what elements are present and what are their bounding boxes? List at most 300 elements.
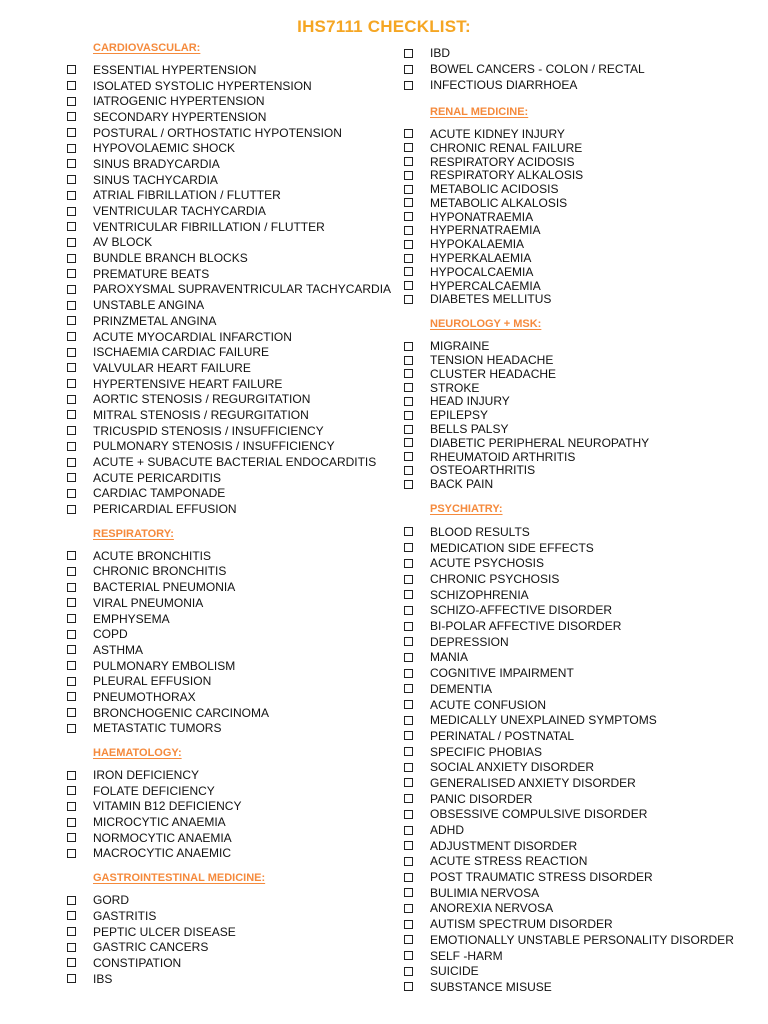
checklist-item [66, 329, 396, 345]
checklist-item-label: GASTRITIS [93, 908, 157, 923]
checklist-item-label: MITRAL STENOSIS / REGURGITATION [93, 407, 309, 422]
checklist-item-label: GENERALISED ANXIETY DISORDER [430, 775, 636, 790]
checklist-item-label: BACTERIAL PNEUMONIA [93, 580, 236, 595]
checklist-item-label: EMOTIONALLY UNSTABLE PERSONALITY DISORDER [430, 932, 734, 947]
checklist-item-label: ANOREXIA NERVOSA [430, 901, 554, 916]
checkbox-icon[interactable] [404, 49, 413, 58]
checklist-item [403, 665, 763, 681]
checklist-item-label: VIRAL PNEUMONIA [93, 595, 204, 610]
checkbox-icon[interactable] [67, 81, 76, 90]
checklist-item-label: SUICIDE [430, 964, 479, 979]
page-title: IHS7111 CHECKLIST: [297, 17, 471, 36]
checkbox-icon[interactable] [67, 505, 76, 514]
checkbox-icon[interactable] [404, 920, 413, 929]
checklist-item-label: EMPHYSEMA [93, 611, 170, 626]
checklist-item-label: PULMONARY STENOSIS / INSUFFICIENCY [93, 439, 335, 454]
checklist-item-label: OBSESSIVE COMPULSIVE DISORDER [430, 807, 648, 822]
checkbox-icon[interactable] [67, 222, 76, 231]
checkbox-icon[interactable] [67, 175, 76, 184]
checkbox-icon[interactable] [404, 295, 413, 304]
checkbox-icon[interactable] [404, 157, 413, 166]
checklist-item-label: EPILEPSY [430, 408, 489, 423]
checkbox-icon[interactable] [67, 958, 76, 967]
checkbox-icon[interactable] [404, 794, 413, 803]
checklist-item-label: PNEUMOTHORAX [93, 689, 196, 704]
checklist-item [403, 571, 763, 587]
checklist-item-label: PAROXYSMAL SUPRAVENTRICULAR TACHYCARDIA [93, 282, 392, 297]
checkbox-icon[interactable] [67, 724, 76, 733]
checkbox-icon[interactable] [67, 833, 76, 842]
checklist-item [403, 127, 763, 141]
checklist-item-label: ASTHMA [93, 642, 144, 657]
checkbox-icon[interactable] [404, 425, 413, 434]
checklist-item [66, 595, 396, 611]
checkbox-icon[interactable] [404, 810, 413, 819]
checklist-item [66, 470, 396, 486]
checklist-item-label: CHRONIC PSYCHOSIS [430, 572, 560, 587]
checklist-item-label: MICROCYTIC ANAEMIA [93, 815, 226, 830]
checkbox-icon[interactable] [404, 226, 413, 235]
checkbox-icon[interactable] [404, 466, 413, 475]
checkbox-icon[interactable] [67, 159, 76, 168]
checklist-item [66, 439, 396, 455]
checklist-item [66, 908, 396, 924]
checkbox-icon[interactable] [67, 348, 76, 357]
checkbox-icon[interactable] [67, 207, 76, 216]
checkbox-icon[interactable] [67, 661, 76, 670]
checkbox-icon[interactable] [67, 112, 76, 121]
checklist-item [403, 854, 763, 870]
checklist-item [66, 282, 396, 298]
checkbox-icon[interactable] [67, 332, 76, 341]
checkbox-icon[interactable] [404, 669, 413, 678]
checklist-item-label: DEPRESSION [430, 634, 509, 649]
checklist-item [403, 251, 763, 265]
checklist-item [403, 265, 763, 279]
checklist-item [66, 924, 396, 940]
checklist-item-label: ADHD [430, 823, 465, 838]
checklist-item [403, 775, 763, 791]
checkbox-icon[interactable] [67, 786, 76, 795]
checklist-item [66, 172, 396, 188]
section-heading: RENAL MEDICINE: [430, 106, 529, 118]
checklist-item-label: BOWEL CANCERS - COLON / RECTAL [430, 62, 645, 76]
checkbox-icon[interactable] [404, 342, 413, 351]
checklist-item-label: SCHIZO-AFFECTIVE DISORDER [430, 603, 613, 618]
checkbox-icon[interactable] [67, 771, 76, 780]
checklist-item [403, 477, 763, 491]
checklist-item-label: HYPERTENSIVE HEART FAILURE [93, 376, 283, 391]
checklist-item [66, 125, 396, 141]
checklist-item [403, 697, 763, 713]
checklist-item [403, 822, 763, 838]
checkbox-icon[interactable] [404, 637, 413, 646]
checkbox-icon[interactable] [404, 841, 413, 850]
checklist-item [403, 650, 763, 666]
checklist-item [403, 901, 763, 917]
checkbox-icon[interactable] [67, 473, 76, 482]
checkbox-icon[interactable] [404, 888, 413, 897]
checklist-item-label: HYPOVOLAEMIC SHOCK [93, 141, 236, 156]
section-renal-medicine [403, 104, 763, 306]
checkbox-icon[interactable] [404, 716, 413, 725]
checkbox-icon[interactable] [404, 171, 413, 180]
checklist-item-label: HYPERKALAEMIA [430, 251, 532, 266]
checklist-item-label: VENTRICULAR TACHYCARDIA [93, 204, 266, 219]
checklist-item-label: ATRIAL FIBRILLATION / FLUTTER [93, 188, 281, 203]
checklist-item-label: MEDICALLY UNEXPLAINED SYMPTOMS [430, 713, 657, 728]
checklist-item-label: BUNDLE BRANCH BLOCKS [93, 251, 248, 266]
checklist-item [66, 705, 396, 721]
checklist-item [403, 464, 763, 478]
checkbox-icon[interactable] [67, 911, 76, 920]
checkbox-icon[interactable] [404, 826, 413, 835]
checklist-item-label: DEMENTIA [430, 681, 493, 696]
checklist-item [403, 963, 763, 979]
checklist-item [66, 814, 396, 830]
checkbox-icon[interactable] [67, 489, 76, 498]
checklist-item-label: SCHIZOPHRENIA [430, 587, 529, 602]
checkbox-icon[interactable] [67, 630, 76, 639]
checklist-item [403, 196, 763, 210]
checklist-item-label: ADJUSTMENT DISORDER [430, 838, 578, 853]
checkbox-icon[interactable] [404, 397, 413, 406]
checklist-item [403, 224, 763, 238]
checkbox-icon[interactable] [67, 144, 76, 153]
checkbox-icon[interactable] [404, 198, 413, 207]
checklist-item [403, 712, 763, 728]
checklist-item [403, 634, 763, 650]
checklist-item-label: ISCHAEMIA CARDIAC FAILURE [93, 345, 270, 360]
checklist-item [66, 971, 396, 987]
checklist-item-label: CLUSTER HEADACHE [430, 366, 557, 381]
checkbox-icon[interactable] [67, 410, 76, 419]
checklist-item [403, 381, 763, 395]
checklist-item [403, 869, 763, 885]
checklist-item-label: ACUTE PERICARDITIS [93, 470, 222, 485]
checklist-item [66, 266, 396, 282]
checklist-item [66, 626, 396, 642]
checkbox-icon[interactable] [404, 369, 413, 378]
checklist-item [403, 916, 763, 932]
checklist-item [403, 587, 763, 603]
checkbox-icon[interactable] [404, 857, 413, 866]
checklist-item-label: SINUS BRADYCARDIA [93, 156, 220, 171]
checklist-item [66, 892, 396, 908]
checkbox-icon[interactable] [404, 731, 413, 740]
checklist-item-label: IBD [430, 46, 451, 60]
checklist-item [403, 61, 763, 77]
checklist-item [403, 744, 763, 760]
checklist-item [403, 791, 763, 807]
checklist-item-label: CHRONIC BRONCHITIS [93, 564, 227, 579]
checklist-item-label: SUBSTANCE MISUSE [430, 979, 552, 994]
checkbox-icon[interactable] [404, 967, 413, 976]
checklist [66, 767, 396, 861]
checklist-item-label: COPD [93, 627, 128, 642]
section-heading: GASTROINTESTINAL MEDICINE: [93, 872, 266, 885]
checklist [403, 339, 763, 491]
checkbox-icon[interactable] [404, 559, 413, 568]
checklist-item [66, 486, 396, 502]
checklist-item [66, 235, 396, 251]
checklist-item [403, 155, 763, 169]
checklist-item [403, 293, 763, 307]
checklist-item-label: METABOLIC ALKALOSIS [430, 195, 568, 210]
checklist-item [66, 454, 396, 470]
checklist-item-label: SOCIAL ANXIETY DISORDER [430, 760, 595, 775]
checklist-item [403, 353, 763, 367]
checkbox-icon[interactable] [404, 356, 413, 365]
checklist-item [403, 210, 763, 224]
checkbox-icon[interactable] [404, 129, 413, 138]
checklist-item-label: METASTATIC TUMORS [93, 721, 222, 736]
checkbox-icon[interactable] [404, 606, 413, 615]
checklist-item-label: PANIC DISORDER [430, 791, 533, 806]
checkbox-icon[interactable] [404, 143, 413, 152]
checklist-item-label: ISOLATED SYSTOLIC HYPERTENSION [93, 78, 312, 93]
section-cardiovascular [66, 40, 396, 517]
section-heading: CARDIOVASCULAR: [93, 42, 201, 54]
checklist-item-label: MIGRAINE [430, 339, 490, 354]
checkbox-icon[interactable] [404, 622, 413, 631]
checklist [66, 548, 396, 736]
checkbox-icon[interactable] [67, 974, 76, 983]
checklist-item-label: MANIA [430, 650, 469, 665]
checkbox-icon[interactable] [404, 65, 413, 74]
checklist-item [66, 501, 396, 517]
checklist-item-label: BRONCHOGENIC CARCINOMA [93, 705, 270, 720]
checkbox-icon[interactable] [404, 935, 413, 944]
checkbox-icon[interactable] [67, 708, 76, 717]
checklist-item [66, 313, 396, 329]
checkbox-icon[interactable] [67, 818, 76, 827]
checkbox-icon[interactable] [404, 684, 413, 693]
checklist [66, 892, 396, 986]
checkbox-icon[interactable] [404, 452, 413, 461]
checkbox-icon[interactable] [67, 363, 76, 372]
checkbox-icon[interactable] [67, 97, 76, 106]
checkbox-icon[interactable] [404, 653, 413, 662]
checklist-item [66, 548, 396, 564]
checklist-item [66, 830, 396, 846]
checklist-item-label: STROKE [430, 380, 480, 395]
checkbox-icon[interactable] [404, 575, 413, 584]
checklist-item [403, 807, 763, 823]
checkbox-icon[interactable] [404, 185, 413, 194]
checklist-item [66, 846, 396, 862]
checkbox-icon[interactable] [404, 254, 413, 263]
checkbox-icon[interactable] [404, 700, 413, 709]
checkbox-icon[interactable] [404, 383, 413, 392]
checkbox-icon[interactable] [404, 438, 413, 447]
checklist-item [66, 642, 396, 658]
checklist-item [403, 759, 763, 775]
checklist-item-label: RHEUMATOID ARTHRITIS [430, 449, 576, 464]
checklist-item [66, 344, 396, 360]
checklist-item [66, 611, 396, 627]
checklist-item [403, 885, 763, 901]
checklist-item [66, 297, 396, 313]
checklist-item-label: PREMATURE BEATS [93, 266, 210, 281]
checkbox-icon[interactable] [67, 849, 76, 858]
checklist-item [403, 838, 763, 854]
checkbox-icon[interactable] [67, 269, 76, 278]
checklist-item-label: ACUTE MYOCARDIAL INFARCTION [93, 329, 292, 344]
checklist-item [66, 93, 396, 109]
checklist [66, 62, 396, 517]
checklist-item [403, 279, 763, 293]
checkbox-icon[interactable] [404, 480, 413, 489]
checklist-item [66, 203, 396, 219]
checklist-item-label: IBS [93, 971, 113, 986]
checklist-item [403, 367, 763, 381]
checklist-item [66, 188, 396, 204]
checklist-item-label: CARDIAC TAMPONADE [93, 486, 226, 501]
checkbox-icon[interactable] [404, 982, 413, 991]
checklist-item-label: TENSION HEADACHE [430, 353, 554, 368]
checkbox-icon[interactable] [67, 191, 76, 200]
checkbox-icon[interactable] [67, 395, 76, 404]
checklist-item [66, 689, 396, 705]
checkbox-icon[interactable] [404, 411, 413, 420]
checkbox-icon[interactable] [67, 645, 76, 654]
checklist-item-label: METABOLIC ACIDOSIS [430, 182, 559, 197]
checkbox-icon[interactable] [67, 238, 76, 247]
checkbox-icon[interactable] [404, 747, 413, 756]
checklist-item-label: AV BLOCK [93, 235, 153, 250]
checkbox-icon[interactable] [67, 442, 76, 451]
checkbox-icon[interactable] [404, 281, 413, 290]
checkbox-icon[interactable] [67, 316, 76, 325]
checklist-item-label: BULIMIA NERVOSA [430, 885, 540, 900]
checkbox-icon[interactable] [404, 267, 413, 276]
checklist-item [66, 579, 396, 595]
checklist-item [403, 77, 763, 93]
checkbox-icon[interactable] [404, 763, 413, 772]
checklist-item [403, 681, 763, 697]
checkbox-icon[interactable] [67, 802, 76, 811]
section-gastrointestinal-medicine [66, 870, 396, 986]
checkbox-icon[interactable] [67, 379, 76, 388]
checklist-item [66, 939, 396, 955]
section-haematology [66, 745, 396, 861]
checklist-item-label: BELLS PALSY [430, 422, 509, 437]
checklist-item [403, 408, 763, 422]
checklist-item-label: FOLATE DEFICIENCY [93, 783, 215, 798]
checkbox-icon[interactable] [67, 128, 76, 137]
checklist-item-label: DIABETES MELLITUS [430, 292, 552, 307]
checkbox-icon[interactable] [404, 590, 413, 599]
checkbox-icon[interactable] [67, 583, 76, 592]
checklist-item-label: PULMONARY EMBOLISM [93, 658, 236, 673]
checklist-item [403, 540, 763, 556]
checklist-item-label: ACUTE BRONCHITIS [93, 548, 212, 563]
checklist-item-label: BACK PAIN [430, 477, 494, 492]
checklist-item [66, 62, 396, 78]
checklist-item [403, 237, 763, 251]
checkbox-icon[interactable] [67, 551, 76, 560]
right-column [403, 45, 763, 995]
checkbox-icon[interactable] [67, 692, 76, 701]
checklist-item [66, 721, 396, 737]
checklist-item [403, 979, 763, 995]
checklist-item [403, 556, 763, 572]
checklist-item-label: PRINZMETAL ANGINA [93, 313, 217, 328]
checkbox-icon[interactable] [404, 951, 413, 960]
checklist-item-label: RESPIRATORY ACIDOSIS [430, 154, 575, 169]
checklist-item [66, 140, 396, 156]
checklist-item-label: PEPTIC ULCER DISEASE [93, 924, 236, 939]
checklist-item [66, 799, 396, 815]
checklist-item-label: PERINATAL / POSTNATAL [430, 728, 575, 743]
checklist-item-label: ACUTE KIDNEY INJURY [430, 126, 565, 141]
checkbox-icon[interactable] [67, 927, 76, 936]
checkbox-icon[interactable] [67, 598, 76, 607]
checkbox-icon[interactable] [67, 285, 76, 294]
checkbox-icon[interactable] [404, 873, 413, 882]
checklist-item-label: NORMOCYTIC ANAEMIA [93, 830, 232, 845]
checklist-item-label: VENTRICULAR FIBRILLATION / FLUTTER [93, 219, 325, 234]
checklist-item-label: HYPERNATRAEMIA [430, 223, 541, 238]
checklist-item-label: CHRONIC RENAL FAILURE [430, 140, 583, 155]
checkbox-icon[interactable] [67, 65, 76, 74]
checklist-item-label: ACUTE + SUBACUTE BACTERIAL ENDOCARDITIS [93, 455, 377, 470]
checkbox-icon[interactable] [67, 896, 76, 905]
checklist-item [403, 395, 763, 409]
checklist-item [66, 407, 396, 423]
checkbox-icon[interactable] [67, 614, 76, 623]
checkbox-icon[interactable] [404, 904, 413, 913]
checkbox-icon[interactable] [67, 943, 76, 952]
checklist-item [403, 168, 763, 182]
checkbox-icon[interactable] [404, 527, 413, 536]
checkbox-icon[interactable] [67, 426, 76, 435]
checklist-item [403, 450, 763, 464]
checklist-item-label: IATROGENIC HYPERTENSION [93, 94, 265, 109]
checklist-item-label: OSTEOARTHRITIS [430, 463, 536, 478]
checklist-item-label: CONSTIPATION [93, 955, 182, 970]
checklist-item-label: HYPERCALCAEMIA [430, 278, 541, 293]
checkbox-icon[interactable] [404, 778, 413, 787]
checklist-item-label: BI-POLAR AFFECTIVE DISORDER [430, 619, 622, 634]
checklist-item [403, 603, 763, 619]
checkbox-icon[interactable] [404, 240, 413, 249]
checkbox-icon[interactable] [404, 543, 413, 552]
checklist-item-label: HYPONATRAEMIA [430, 209, 534, 224]
checklist [403, 127, 763, 306]
checkbox-icon[interactable] [404, 212, 413, 221]
checklist-item [66, 250, 396, 266]
checklist-item [403, 422, 763, 436]
checkbox-icon[interactable] [67, 254, 76, 263]
checklist-item-label: SECONDARY HYPERTENSION [93, 109, 267, 124]
checkbox-icon[interactable] [404, 81, 413, 90]
checklist-item-label: IRON DEFICIENCY [93, 768, 200, 783]
checkbox-icon[interactable] [67, 677, 76, 686]
checklist-item-label: ESSENTIAL HYPERTENSION [93, 62, 257, 77]
checkbox-icon[interactable] [67, 567, 76, 576]
checklist-item [66, 767, 396, 783]
checklist-item-label: PLEURAL EFFUSION [93, 674, 212, 689]
checklist-item-label: HYPOCALCAEMIA [430, 264, 534, 279]
checklist-item [66, 955, 396, 971]
checklist-item [66, 423, 396, 439]
checklist-item-label: VALVULAR HEART FAILURE [93, 360, 251, 375]
checklist-item [66, 78, 396, 94]
checkbox-icon[interactable] [67, 458, 76, 467]
checkbox-icon[interactable] [67, 301, 76, 310]
